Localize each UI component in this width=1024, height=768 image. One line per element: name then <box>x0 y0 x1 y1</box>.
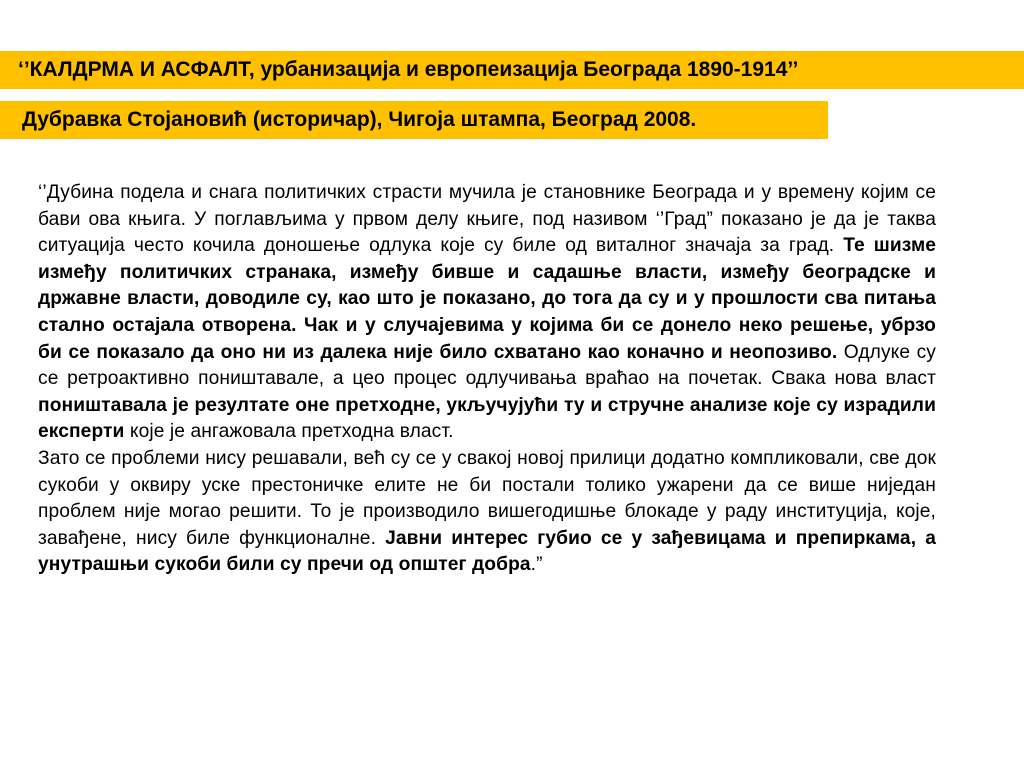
quote-text: .” <box>530 554 543 576</box>
quote-text: које је ангажовала претходна власт. <box>124 421 454 443</box>
author-banner <box>0 101 828 139</box>
quote-paragraph-1 <box>38 180 936 446</box>
quote-text: ‘’Дубина подела и снага политичких страсти мучила је становнике Београда и у времену којим се бави ова књига. У поглављима у првом делу књиге, под називом ‘’Град” показано је да је таква ситуација често кочила доношење одлука које су биле од виталног значаја за град. <box>38 182 936 257</box>
quote-paragraph-2 <box>38 446 936 579</box>
quote-text: Зато се проблеми нису решавали, већ су се у свакој новој прилици додатно компликовали, све док сукоби у оквиру уске престоничке елите не би постали толико ужарени да се више ниједан проблем није могао решити. То је производило вишегодишње блокаде у раду институција, које, завађене, нису биле функционалне. <box>38 447 936 549</box>
quote-body <box>38 180 936 579</box>
quote-bold-text: поништавала је резултате оне претходне, укључујући ту и стручне анализе које су израдили експерти <box>38 394 936 443</box>
quote-bold-text: Те шизме између политичких странака, између бивше и садашње власти, између београдске и државне власти, доводиле су, као што је показано, до тога да су и у прошлости сва питања стално остајала отворена. Чак и у случајевима у којима би се донело неко решење, убрзо би се показало да оно ни из далека није било схватано као коначно и неопозиво. <box>38 235 937 363</box>
quote-bold-text: Јавни интерес губио се у зађевицама и препиркама, а унутрашњи сукоби били су пречи од општег добра <box>38 527 936 576</box>
book-title: ‘’КАЛДРМА И АСФАЛТ, урбанизација и европеизација Београда 1890-1914’’ <box>18 58 799 81</box>
author-line: Дубравка Стојановић (историчар), Чигоја штампа, Београд 2008. <box>22 108 697 131</box>
title-banner <box>0 51 1024 89</box>
quote-text: Одлуке су се ретроактивно поништавале, а цео процес одлучивања враћао на почетак. Свака нова власт <box>38 341 936 390</box>
